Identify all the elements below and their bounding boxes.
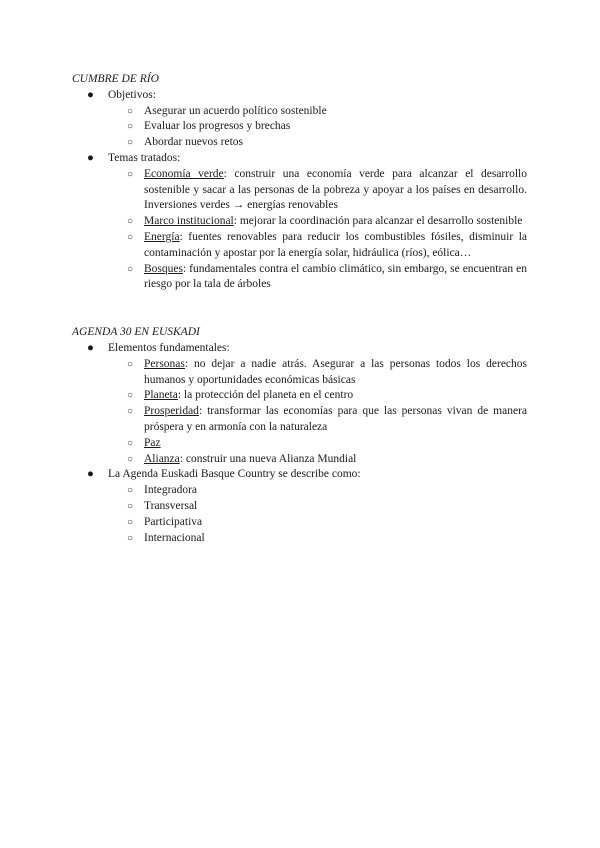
sub-list-item xyxy=(108,436,527,452)
sub-item-text: Evaluar los progresos y brechas xyxy=(144,120,291,133)
sub-list-item xyxy=(108,404,527,436)
sub-item-term: Economía verde xyxy=(144,167,224,180)
sub-item-text: : no dejar a nadie atrás. Asegurar a las personas todos los derechos humanos y oportunidades económicas básicas xyxy=(144,357,527,386)
list-item-label: Objetivos: xyxy=(108,88,156,101)
sub-item-term: Paz xyxy=(144,436,161,449)
bullet-dot-icon: ● xyxy=(87,88,94,101)
bullet-circle-icon: ○ xyxy=(127,231,134,243)
bullet-dot-icon: ● xyxy=(87,151,94,164)
sub-item-term: Planeta xyxy=(144,389,178,402)
sub-list-item xyxy=(108,499,527,515)
sub-list-item xyxy=(108,531,527,547)
bullet-circle-icon: ○ xyxy=(127,453,134,465)
bullet-circle-icon: ○ xyxy=(127,263,134,275)
sub-item-term: Prosperidad xyxy=(144,405,199,418)
bullet-list xyxy=(72,341,527,546)
sub-item-term: Energía xyxy=(144,230,180,243)
sub-item-text: Integradora xyxy=(144,484,197,497)
list-item-descripcion xyxy=(72,467,527,546)
sub-list xyxy=(108,483,527,546)
sub-list-item xyxy=(108,515,527,531)
sub-item-text: Abordar nuevos retos xyxy=(144,136,244,149)
sub-item-text: Asegurar un acuerdo político sostenible xyxy=(144,104,327,117)
section-title-agenda: AGENDA 30 EN EUSKADI xyxy=(72,326,200,339)
sub-list xyxy=(108,104,527,151)
bullet-circle-icon: ○ xyxy=(127,216,134,228)
bullet-circle-icon: ○ xyxy=(127,406,134,418)
sub-list-item xyxy=(108,167,527,214)
sub-item-text: Transversal xyxy=(144,499,198,512)
blank-line xyxy=(72,293,527,309)
bullet-dot-icon: ● xyxy=(87,341,94,354)
sub-item-text: : construir una nueva Alianza Mundial xyxy=(179,452,357,465)
bullet-dot-icon: ● xyxy=(87,468,94,481)
sub-item-term: Marco institucional xyxy=(144,215,234,228)
sub-item-term: Alianza xyxy=(144,452,180,465)
bullet-circle-icon: ○ xyxy=(127,137,134,149)
bullet-circle-icon: ○ xyxy=(127,437,134,449)
bullet-circle-icon: ○ xyxy=(127,500,134,512)
document-body xyxy=(72,72,527,546)
sub-list-item xyxy=(108,262,527,294)
sub-list-item xyxy=(108,214,527,230)
sub-item-term: Personas xyxy=(144,357,185,370)
bullet-circle-icon: ○ xyxy=(127,121,134,133)
sub-item-text: : fuentes renovables para reducir los combustibles fósiles, disminuir la contaminación y apostar por la energía solar, hidráulica (ríos), eólica… xyxy=(144,230,527,259)
section-title-cumbre: CUMBRE DE RÍO xyxy=(72,73,159,85)
list-item-label: La Agenda Euskadi Basque Country se describe como: xyxy=(108,468,361,481)
sub-list xyxy=(108,167,527,293)
sub-item-text: : transformar las economías para que las personas vivan de manera próspera y en armonía con la naturaleza xyxy=(144,405,527,433)
bullet-list xyxy=(72,88,527,293)
list-item-elementos xyxy=(72,341,527,467)
list-item-label: Temas tratados: xyxy=(108,151,181,164)
sub-item-text: : la protección del planeta en el centro xyxy=(177,389,354,402)
sub-item-text: : construir una economía verde para alcanzar el desarrollo sostenible y sacar a las personas de la pobreza y apoyar a los países en desarrollo. Inversiones verdes → energías renovables xyxy=(144,167,527,212)
bullet-circle-icon: ○ xyxy=(127,532,134,544)
sub-item-text: : fundamentales contra el cambio climático, sin embargo, se encuentran en riesgo por la tala de árboles xyxy=(144,262,527,291)
sub-list-item xyxy=(108,230,527,262)
sub-item-text: : mejorar la coordinación para alcanzar el desarrollo sostenible xyxy=(233,215,523,228)
bullet-circle-icon: ○ xyxy=(127,390,134,402)
sub-list-item xyxy=(108,119,527,135)
bullet-circle-icon: ○ xyxy=(127,105,134,117)
blank-line xyxy=(72,309,527,325)
list-item-objetivos xyxy=(72,88,527,151)
bullet-circle-icon: ○ xyxy=(127,168,134,180)
sub-list-item xyxy=(108,483,527,499)
sub-item-term: Bosques xyxy=(144,262,183,275)
bullet-circle-icon: ○ xyxy=(127,358,134,370)
sub-list xyxy=(108,357,527,468)
bullet-circle-icon: ○ xyxy=(127,485,134,497)
list-item-temas xyxy=(72,151,527,293)
sub-list-item xyxy=(108,452,527,468)
sub-list-item xyxy=(108,388,527,404)
bullet-circle-icon: ○ xyxy=(127,516,134,528)
sub-list-item xyxy=(108,135,527,151)
sub-list-item xyxy=(108,357,527,389)
sub-item-text: Internacional xyxy=(144,531,205,544)
sub-list-item xyxy=(108,104,527,120)
sub-item-text: Participativa xyxy=(144,515,203,528)
list-item-label: Elementos fundamentales: xyxy=(108,341,230,354)
